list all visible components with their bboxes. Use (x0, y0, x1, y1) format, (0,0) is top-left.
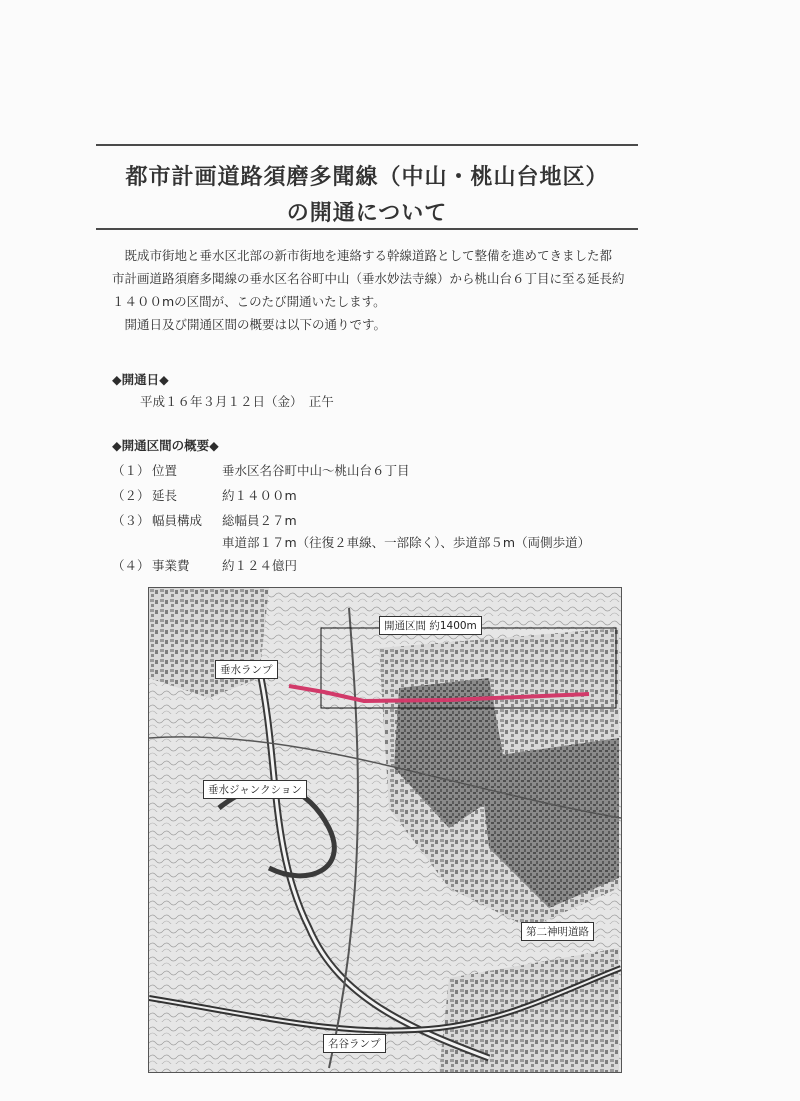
opening-value: 平成１６年３月１２日（金） 正午 (140, 394, 334, 409)
title-rule-bottom (96, 228, 638, 230)
page-title-line2: の開通について (286, 201, 448, 226)
item-width-detail: 車道部１７m（往復２車線、一部除く）、歩道部５m（両側歩道） (222, 535, 591, 550)
title-rule-top (96, 144, 638, 146)
map-label-section: 開通区間 約1400m (379, 616, 482, 635)
map-label-daini-shinmei: 第二神明道路 (521, 922, 594, 941)
map-label-tarumi-ramp: 垂水ランプ (215, 660, 278, 679)
intro-line-2: 市計画道路須磨多聞線の垂水区名谷町中山（垂水妙法寺線）から桃山台６丁目に至る延長約 (112, 271, 625, 286)
route-map (148, 587, 622, 1073)
map-label-myodani-ramp: 名谷ランプ (323, 1034, 386, 1053)
intro-line-4: 開通日及び開通区間の概要は以下の通りです。 (124, 317, 387, 332)
map-label-tarumi-junction: 垂水ジャンクション (203, 780, 307, 799)
intro-paragraph (112, 244, 642, 336)
intro-line-1: 既成市街地と垂水区北部の新市街地を連絡する幹線道路として整備を進めてきました都 (124, 248, 613, 263)
item-value-4: 約１２４億円 (222, 558, 298, 573)
item-value-2: 約１４００m (222, 488, 297, 503)
item-num-4: （４） (112, 558, 150, 573)
item-num-3: （３） (112, 513, 150, 528)
opening-heading: ◆開通日◆ (112, 372, 169, 387)
summary-heading: ◆開通区間の概要◆ (112, 438, 219, 453)
item-num-2: （２） (112, 488, 150, 503)
page-title-line1: 都市計画道路須磨多聞線（中山・桃山台地区） (125, 165, 609, 190)
item-value-1: 垂水区名谷町中山～桃山台６丁目 (222, 463, 410, 478)
item-label-1: 位置 (152, 463, 178, 478)
item-label-4: 事業費 (152, 558, 190, 573)
item-label-3: 幅員構成 (152, 513, 203, 528)
item-value-3: 総幅員２７m (222, 513, 297, 528)
item-label-2: 延長 (152, 488, 178, 503)
item-num-1: （１） (112, 463, 150, 478)
intro-line-3: １４００mの区間が、このたび開通いたします。 (112, 294, 386, 309)
